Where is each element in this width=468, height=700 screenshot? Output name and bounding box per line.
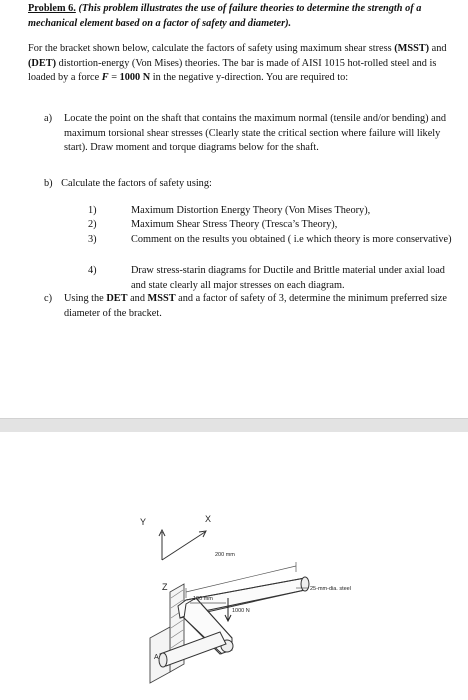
part-b-item-1-text: Maximum Distortion Energy Theory (Von Mises Theory), (131, 205, 371, 216)
part-c-det: DET (106, 293, 128, 304)
part-a (44, 112, 456, 156)
axis-z-label: Z (162, 582, 168, 592)
intro-force-value: 1000 N (119, 72, 151, 84)
part-b-item-3 (88, 233, 456, 248)
intro-msst: (MSST) (394, 43, 430, 54)
part-c-marker: c) (44, 293, 52, 304)
part-b-item-4 (88, 264, 456, 293)
part-b-item-3-num: 3) (88, 234, 97, 245)
axis-y-label: Y (140, 517, 147, 527)
part-a-marker: a) (44, 113, 52, 124)
intro-paragraph (28, 42, 453, 86)
part-b-item-2 (88, 218, 456, 233)
problem-subtitle: (This problem illustrates the use of failure theories to determine the strength of a mechanical element based on a factor of safety and diameter). (28, 3, 422, 29)
intro-det: (DET) (28, 57, 57, 69)
part-b-item-3-text: Comment on the results you obtained ( i.e which theory is more conservative) (131, 234, 452, 245)
part-b-item-1 (88, 204, 456, 219)
axis-triad (159, 530, 206, 560)
part-c-text-1: Using the (64, 293, 107, 304)
wall-support (150, 584, 184, 683)
problem-label: Problem 6. (28, 3, 76, 14)
axis-x-label: X (205, 514, 212, 524)
part-c-text-3: and a factor of safety of 3, determine the minimum preferred size diameter of the bracket. (64, 293, 447, 319)
intro-text-5: in the negative y-direction. You are required to: (150, 72, 349, 84)
part-b-item-2-num: 2) (88, 219, 97, 230)
part-c-text (64, 292, 456, 321)
part-c-text-2: and (127, 293, 148, 304)
intro-force-symbol: F (101, 72, 109, 84)
diameter-note: 25-mm-dia. steel (310, 586, 351, 592)
intro-text-1: For the bracket shown below, calculate the factors of safety using maximum shear stress (28, 43, 395, 54)
dimension-200mm-label: 200 mm (215, 552, 235, 558)
load-label: 1000 N (232, 608, 250, 614)
part-b-item-2-text: Maximum Shear Stress Theory (Tresca’s Theory), (131, 219, 338, 230)
part-a-text: Locate the point on the shaft that contains the maximum normal (tensile and/or bending) and maximum torsional shear stresses (Clearly state the critical section where failure will likely start). Draw moment and torque diagrams below for the shaft. (64, 113, 447, 154)
bracket-figure (0, 432, 468, 700)
part-b-item-1-num: 1) (88, 205, 97, 216)
part-b-item-4-text: Draw stress-starin diagrams for Ductile and Brittle material under axial load and state clearly all major stresses on each diagram. (131, 265, 445, 291)
part-b-text: Calculate the factors of safety using: (61, 178, 212, 189)
part-b-marker: b) (44, 178, 53, 189)
part-c (44, 292, 456, 321)
intro-text-2: and (429, 43, 447, 54)
problem-heading (28, 2, 453, 31)
intro-text-4: = (108, 72, 120, 84)
intro-text-3: distortion-energy (Von Mises) theories. The bar is made of AISI 1015 hot-rolled steel and is loaded by a force (28, 57, 437, 84)
x-axis-line (162, 532, 205, 560)
dimension-100mm-label: 100 mm (193, 596, 213, 602)
part-c-msst: MSST (147, 293, 176, 304)
part-b-item-4-num: 4) (88, 265, 97, 276)
part-b (44, 177, 212, 192)
support-label: A (154, 654, 159, 661)
